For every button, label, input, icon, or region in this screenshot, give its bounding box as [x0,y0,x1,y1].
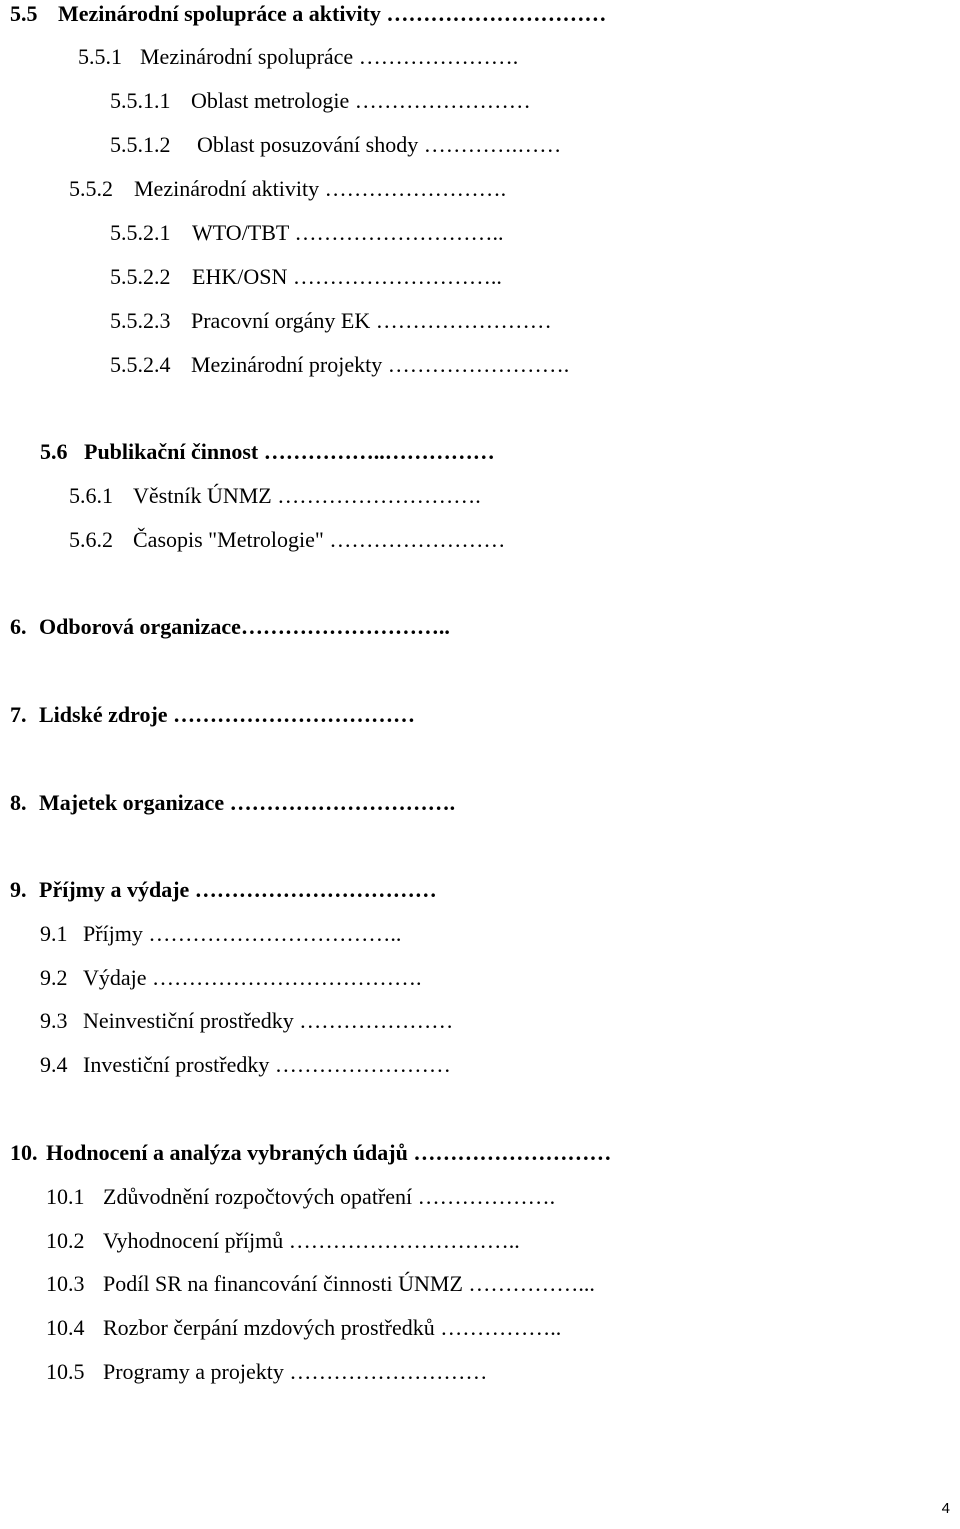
toc-entry [40,1052,451,1078]
toc-title: Příjmy a výdaje [39,877,190,902]
toc-title: Podíl SR na financování činnosti ÚNMZ [103,1271,463,1296]
toc-number: 5.5.2.1 [110,220,171,245]
toc-leader: …………………………… [173,702,416,727]
toc-entry [40,1008,453,1034]
toc-leader: ……………………. [324,176,507,201]
toc-entry [46,1184,555,1210]
toc-leader: ………….…… [423,132,562,157]
toc-title: Oblast posuzování shody [197,132,419,157]
toc-title: Vyhodnocení příjmů [103,1228,284,1253]
toc-number: 10.2 [46,1228,85,1253]
toc-leader: …………………………. [229,790,456,815]
toc-number: 9.2 [40,965,68,990]
toc-entry [110,220,503,246]
toc-leader: ……………………….. [292,264,502,289]
toc-entry [46,1228,520,1254]
toc-title: Neinvestiční prostředky [83,1008,294,1033]
toc-leader: ………………. [417,1184,556,1209]
toc-leader: ………………………. [277,483,481,508]
toc-leader: ………………………… [386,1,607,26]
toc-entry [10,790,455,816]
toc-leader: ……………………. [387,352,570,377]
toc-entry [110,264,502,290]
toc-title: Investiční prostředky [83,1052,270,1077]
toc-title: Věstník ÚNMZ [133,483,272,508]
toc-number: 5.5.1.2 [110,132,171,157]
toc-number: 5.6 [40,439,68,464]
toc-entry [40,965,422,991]
toc-entry [46,1359,487,1385]
toc-entry [69,483,481,509]
toc-number: 7. [10,702,27,727]
toc-number: 8. [10,790,27,815]
toc-entry [10,1,606,27]
toc-title: Příjmy [83,921,143,946]
toc-leader: …………….. [440,1315,562,1340]
toc-entry [46,1271,595,1297]
toc-title: Lidské zdroje [39,702,168,727]
toc-title: Mezinárodní spolupráce [140,44,354,69]
toc-number: 10. [10,1140,38,1165]
toc-title: Oblast metrologie [191,88,350,113]
toc-entry [10,1140,611,1166]
toc-title: Rozbor čerpání mzdových prostředků [103,1315,435,1340]
toc-number: 10.4 [46,1315,85,1340]
toc-leader: …………………………….. [148,921,402,946]
toc-title: Hodnocení a analýza vybraných údajů [46,1140,408,1165]
toc-title: Programy a projekty [103,1359,284,1384]
toc-leader: ……………... [468,1271,595,1296]
toc-number: 9.1 [40,921,68,946]
toc-leader: …………………… [329,527,506,552]
toc-leader: ……………………… [289,1359,488,1384]
toc-title: WTO/TBT [192,220,289,245]
page-number: 4 [941,1500,950,1517]
toc-number: 9.4 [40,1052,68,1077]
toc-leader: ……………………….. [240,614,450,639]
toc-number: 9.3 [40,1008,68,1033]
toc-leader: ………………………………. [152,965,422,990]
toc-leader: …………………. [358,44,519,69]
toc-entry [110,88,531,114]
toc-entry [40,439,495,465]
toc-leader: …………………… [354,88,531,113]
toc-number: 5.5 [10,1,38,26]
toc-entry [69,527,505,553]
toc-leader: ………………… [299,1008,454,1033]
toc-entry [78,44,518,70]
toc-title: Majetek organizace [39,790,225,815]
toc-entry [10,702,415,728]
toc-number: 5.6.1 [69,483,113,508]
toc-title: Mezinárodní spolupráce a aktivity [58,1,381,26]
toc-number: 10.5 [46,1359,85,1384]
toc-leader: …………………… [375,308,552,333]
toc-entry [110,132,561,158]
toc-number: 5.5.2 [69,176,113,201]
toc-leader: …………………………… [194,877,437,902]
toc-number: 5.5.2.4 [110,352,171,377]
toc-entry [110,352,569,378]
toc-number: 5.5.1 [78,44,122,69]
toc-number: 5.5.2.3 [110,308,171,333]
toc-title: EHK/OSN [192,264,288,289]
toc-title: Odborová organizace [39,614,241,639]
toc-title: Časopis "Metrologie" [133,527,324,552]
toc-title: Zdůvodnění rozpočtových opatření [103,1184,413,1209]
toc-title: Mezinárodní aktivity [134,176,320,201]
toc-title: Mezinárodní projekty [191,352,383,377]
toc-entry [10,877,437,903]
toc-title: Výdaje [83,965,147,990]
toc-title: Pracovní orgány EK [191,308,371,333]
toc-entry [40,921,401,947]
toc-leader: ………………………….. [288,1228,520,1253]
toc-leader: …………………… [274,1052,451,1077]
toc-leader: ……………..…………… [263,439,495,464]
toc-number: 10.1 [46,1184,85,1209]
toc-entry [110,308,552,334]
toc-number: 5.5.2.2 [110,264,171,289]
toc-leader: ……………………….. [294,220,504,245]
toc-number: 9. [10,877,27,902]
toc-number: 6. [10,614,27,639]
toc-number: 5.6.2 [69,527,113,552]
toc-entry [69,176,506,202]
toc-number: 5.5.1.1 [110,88,171,113]
toc-number: 10.3 [46,1271,85,1296]
toc-leader: ……………………… [413,1140,612,1165]
toc-entry [10,614,450,640]
toc-entry [46,1315,561,1341]
toc-title: Publikační činnost [84,439,259,464]
